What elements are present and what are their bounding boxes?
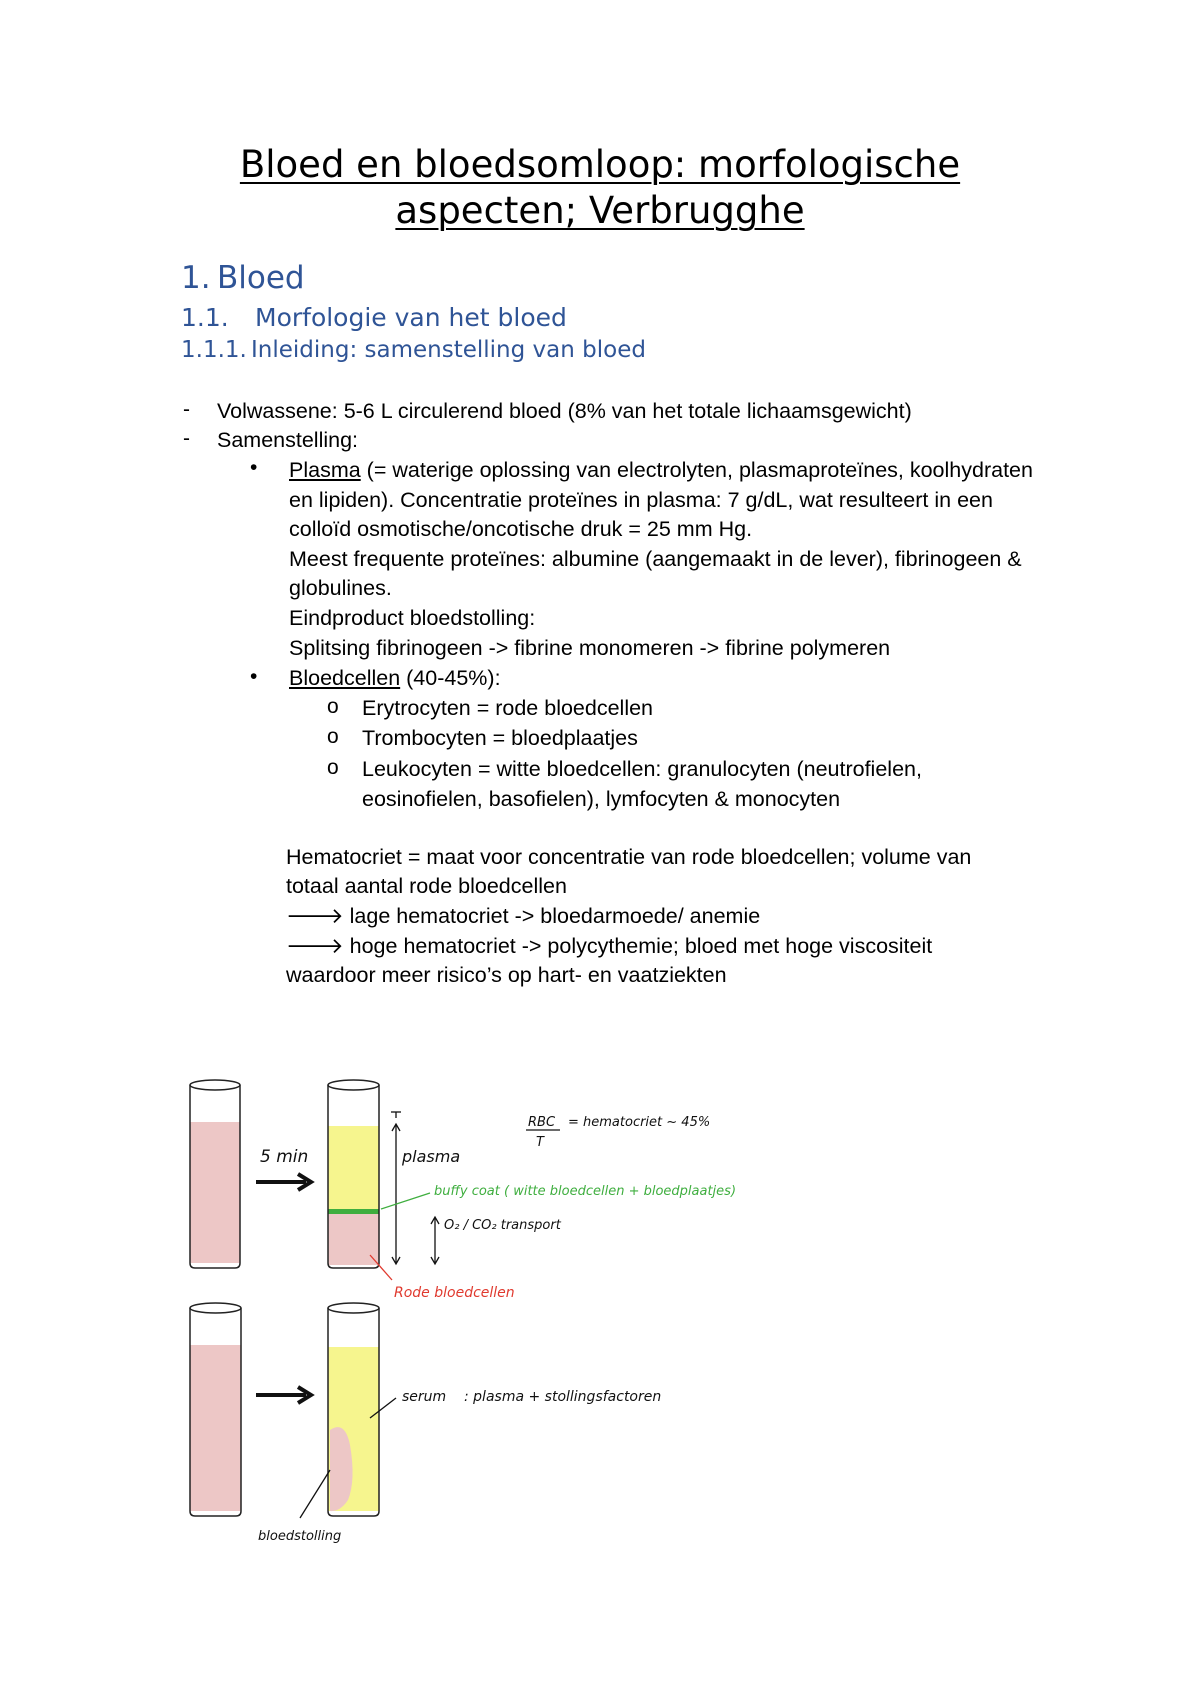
bloedcellen-percentage: (40-45%): [400,666,501,690]
title-line-1: Bloed en bloedsomloop: morfologische [239,143,961,186]
list-item: Samenstelling: [217,428,359,452]
label-serum-definition: : plasma + stollingsfactoren [464,1389,662,1405]
heading-3-text: Inleiding: samenstelling van bloed [251,337,646,363]
arrow-right-icon [256,1387,311,1403]
hematocriet-line: Hematocriet = maat voor concentratie van rode bloedcellen; volume van [286,845,972,869]
hematocriet-high-text: hoge hematocriet -> polycythemie; bloed met hoge viscositeit [349,934,933,958]
label-serum: serum [402,1389,447,1405]
heading-1-text: Bloed [217,260,305,296]
label-5-min: 5 min [260,1147,309,1167]
hematocriet-line: waardoor meer risico’s op hart- en vaatziekten [286,963,727,987]
arrow-right-icon: 🡒 [286,904,344,928]
label-clot: bloedstolling [258,1529,342,1544]
heading-2-number: 1.1. [181,303,229,332]
bullet-dot: • [250,665,258,688]
transport-dimension-arrow [431,1217,439,1264]
title-line-2: aspecten; Verbrugghe [395,189,805,232]
sub-list-continuation: eosinofielen, basofielen), lymfocyten & monocyten [362,787,841,811]
arrow-right-icon: 🡒 [286,934,344,958]
list-item: Volwassene: 5-6 L circulerend bloed (8% van het totale lichaamsgewicht) [217,399,912,423]
label-buffy-coat: buffy coat ( witte bloedcellen + bloedplaatjes) [434,1184,737,1199]
label-transport: O₂ / CO₂ transport [444,1218,561,1233]
bullet-dot: • [250,456,258,479]
label-red-cells: Rode bloedcellen [394,1285,515,1301]
plasma-line: Meest frequente proteïnes: albumine (aangemaakt in de lever), fibrinogeen & [289,547,1022,571]
label-ratio-denominator: T [536,1135,544,1150]
circle-bullet: o [327,695,339,718]
circle-bullet: o [327,725,339,748]
circle-bullet: o [327,756,339,779]
buffy-coat-pointer [381,1193,430,1209]
sub-list-item: Erytrocyten = rode bloedcellen [362,696,654,720]
dash-bullet: - [183,427,190,450]
plasma-description: (= waterige oplossing van electrolyten, plasmaproteïnes, koolhydraten [360,458,1033,482]
sub-list-item: Trombocyten = bloedplaatjes [362,726,638,750]
label-ratio-numerator: RBC [528,1115,556,1130]
plasma-line: Splitsing fibrinogeen -> fibrine monomeren -> fibrine polymeren [289,636,891,660]
arrow-right-icon [256,1174,311,1190]
test-tube-centrifuged [328,1080,379,1268]
hematocriet-line: totaal aantal rode bloedcellen [286,874,567,898]
clot-pointer [300,1470,330,1518]
label-ratio-formula: = hematocriet ~ 45% [568,1115,711,1130]
test-tube-whole-blood-2 [190,1303,241,1516]
plasma-line: colloïd osmotische/oncotische druk = 25 mm Hg. [289,517,753,541]
bloedcellen-label: Bloedcellen [289,666,401,690]
plasma-line: globulines. [289,576,392,600]
plasma-line: en lipiden). Concentratie proteïnes in plasma: 7 g/dL, wat resulteert in een [289,488,993,512]
plasma-line: Eindproduct bloedstolling: [289,606,536,630]
heading-3-number: 1.1.1. [181,337,247,363]
test-tube-whole-blood [190,1080,240,1268]
hematocriet-low-text: lage hematocriet -> bloedarmoede/ anemie [349,904,761,928]
test-tube-clotted [328,1303,379,1516]
dash-bullet: - [183,398,190,421]
heading-2-text: Morfologie van het bloed [255,303,567,332]
sub-list-item: Leukocyten = witte bloedcellen: granulocyten (neutrofielen, [362,757,922,781]
heading-1-number: 1. [181,260,211,296]
label-plasma: plasma [402,1147,461,1166]
plasma-label: Plasma [289,458,361,482]
plasma-dimension-arrow [391,1112,401,1264]
